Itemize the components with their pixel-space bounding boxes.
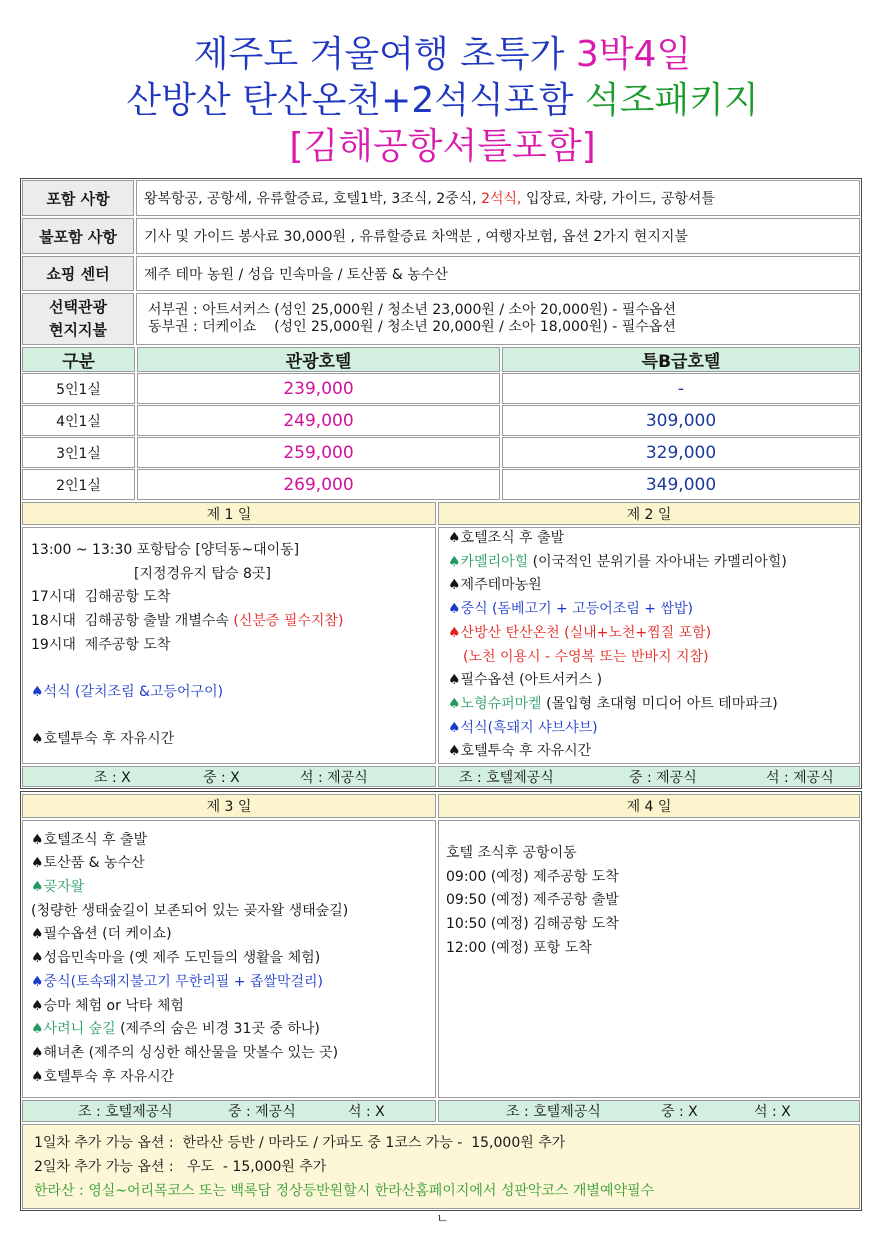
meal-dinner: 석 : 제공식 bbox=[766, 769, 834, 786]
meal-dinner: 석 : 제공식 bbox=[300, 769, 368, 786]
itinerary-line: 09:50 (예정) 제주공항 출발 bbox=[446, 892, 619, 909]
itinerary-attraction: ♠노형슈퍼마켙 bbox=[448, 695, 542, 712]
itinerary-attraction: ♠사려니 숲길 bbox=[31, 1021, 116, 1038]
excluded-value: 기사 및 가이드 봉사료 30,000원 , 유류할증료 차액분 , 여행자보험, 옵션 2가지 현지지불 bbox=[136, 218, 860, 254]
id-required-note: (신분증 필수지참) bbox=[233, 612, 344, 629]
itinerary-line: 17시대 김해공항 도착 bbox=[31, 589, 171, 606]
day-1-meals bbox=[22, 766, 436, 787]
price-tourist-hotel: 249,000 bbox=[137, 405, 500, 436]
price-special-hotel: 309,000 bbox=[502, 405, 860, 436]
itinerary-line bbox=[448, 693, 859, 717]
itinerary-line: ♠호텔투숙 후 자유시간 bbox=[31, 1068, 175, 1085]
title-line-1 bbox=[0, 32, 885, 78]
included-text: 왕복항공, 공항세, 유류할증료, 호텔1박, 3조식, 2중식, bbox=[144, 191, 482, 207]
blank-line bbox=[31, 705, 435, 729]
note-day2-option: 2일차 추가 가능 옵션 : 우도 - 15,000원 추가 bbox=[34, 1159, 327, 1175]
meal-dinner: 석 : X bbox=[754, 1104, 791, 1120]
itinerary-line: ♠호텔투숙 후 자유시간 bbox=[31, 731, 175, 748]
itinerary-line: ♠제주테마농원 bbox=[448, 577, 542, 594]
meal-lunch: 중 : 제공식 bbox=[228, 1104, 296, 1120]
title-line-2 bbox=[0, 78, 885, 124]
day-4-meals bbox=[438, 1100, 860, 1122]
day-4-header: 제 4 일 bbox=[438, 794, 860, 818]
itinerary-attraction-desc: (제주의 숨은 비경 31곳 중 하나) bbox=[115, 1021, 320, 1038]
optional-tour-west: 서부권 : 아트서커스 (성인 25,000원 / 청소년 23,000원 / 소아 20,000원) - 필수옵션 bbox=[148, 302, 677, 318]
meal-lunch: 중 : X bbox=[661, 1104, 698, 1120]
itinerary-attraction-desc: (청량한 생태숲길이 보존되어 있는 곶자왈 생태숲길) bbox=[31, 902, 349, 919]
price-row-room: 5인1실 bbox=[22, 373, 135, 404]
meal-lunch: 중 : 제공식 bbox=[629, 769, 697, 786]
itinerary-line: [지정경유지 탑승 8곳] bbox=[134, 565, 271, 582]
itinerary-line: ♠성읍민속마을 (옛 제주 도민들의 생활을 체험) bbox=[31, 950, 321, 967]
optional-tours-label-line1: 선택관광 bbox=[49, 298, 107, 316]
itinerary-line-text: 18시대 김해공항 출발 개별수속 bbox=[31, 612, 234, 629]
itinerary-line: 12:00 (예정) 포항 도착 bbox=[446, 939, 592, 956]
shopping-value: 제주 테마 농원 / 성읍 민속마을 / 토산품 & 농수산 bbox=[136, 256, 860, 291]
itinerary-line: ♠필수옵션 (더 케이쇼) bbox=[31, 926, 172, 943]
included-value bbox=[136, 180, 860, 216]
itinerary-line bbox=[448, 551, 859, 575]
itinerary-line: ♠호텔조식 후 출발 bbox=[448, 530, 565, 547]
optional-tours-label-line2: 현지지불 bbox=[49, 321, 107, 339]
price-row-room: 4인1실 bbox=[22, 405, 135, 436]
title-package-type: 석조패키지 bbox=[584, 80, 759, 121]
itinerary-line bbox=[31, 610, 435, 634]
price-header-special-hotel: 특B급호텔 bbox=[502, 347, 860, 372]
itinerary-line: ♠승마 체험 or 낙타 체험 bbox=[31, 997, 184, 1014]
itinerary-line: 10:50 (예정) 김해공항 도착 bbox=[446, 916, 619, 933]
included-text-rest: 입장료, 차량, 가이드, 공항셔틀 bbox=[521, 191, 715, 207]
day-1-itinerary bbox=[22, 527, 436, 764]
shopping-label: 쇼핑 센터 bbox=[22, 256, 134, 291]
page-marker: ㄴ bbox=[436, 1212, 449, 1227]
itinerary-line: ♠해녀촌 (제주의 싱싱한 해산물을 맛볼수 있는 곳) bbox=[31, 1044, 339, 1061]
title-trip-name: 제주도 겨울여행 초특가 bbox=[193, 34, 576, 75]
optional-tour-east: 동부권 : 더케이쇼 (성인 25,000원 / 청소년 20,000원 / 소아 18,000원) - 필수옵션 bbox=[148, 319, 676, 335]
itinerary-line-meal: ♠중식(토속돼지불고기 무한리필 + 좁쌀막걸리) bbox=[31, 973, 323, 990]
title-duration: 3박4일 bbox=[575, 34, 692, 75]
itinerary-attraction-desc: (몰입형 초대형 미디어 아트 테마파크) bbox=[541, 695, 778, 712]
itinerary-line: 호텔 조식후 공항이동 bbox=[446, 845, 577, 861]
itinerary-line: 13:00 ~ 13:30 포항탑승 [양덕동~대이동] bbox=[31, 541, 300, 558]
day-3-meals bbox=[22, 1100, 436, 1122]
itinerary-line: ♠필수옵션 (아트서커스 ) bbox=[448, 672, 603, 689]
title-shuttle-note: [김해공항셔틀포함] bbox=[289, 126, 596, 167]
itinerary-line-meal: ♠중식 (돔베고기 + 고등어조림 + 쌈밥) bbox=[448, 601, 693, 618]
day-2-meals bbox=[438, 766, 860, 787]
itinerary-attraction: ♠곶자왈 bbox=[31, 879, 85, 896]
price-special-hotel: - bbox=[502, 373, 860, 404]
day-1-header: 제 1 일 bbox=[22, 502, 436, 525]
itinerary-attraction: ♠카멜리아힐 bbox=[448, 553, 529, 570]
itinerary-line: ♠호텔투숙 후 자유시간 bbox=[448, 743, 592, 760]
included-label: 포함 사항 bbox=[22, 180, 134, 216]
itinerary-line bbox=[31, 1018, 435, 1042]
note-hallasan: 한라산 : 영실~어리목코스 또는 백록담 정상등반원할시 한라산홈페이지에서 성판악코스 개별예약필수 bbox=[34, 1183, 655, 1199]
note-day1-option: 1일차 추가 가능 옵션 : 한라산 등반 / 마라도 / 가파도 중 1코스 가능 - 15,000원 추가 bbox=[34, 1135, 566, 1151]
day-3-itinerary bbox=[22, 820, 436, 1098]
itinerary-line-meal: ♠석식 (갈치조림 &고등어구이) bbox=[31, 684, 224, 701]
price-special-hotel: 329,000 bbox=[502, 437, 860, 468]
itinerary-line: ♠토산품 & 농수산 bbox=[31, 855, 145, 872]
itinerary-line: 09:00 (예정) 제주공항 도착 bbox=[446, 868, 619, 885]
day-4-itinerary bbox=[438, 820, 860, 1098]
excluded-label: 불포함 사항 bbox=[22, 218, 134, 254]
price-tourist-hotel: 239,000 bbox=[137, 373, 500, 404]
meal-breakfast: 조 : 호텔제공식 bbox=[78, 1104, 173, 1120]
itinerary-line-meal: ♠석식(흑돼지 샤브샤브) bbox=[448, 719, 598, 736]
price-row-room: 3인1실 bbox=[22, 437, 135, 468]
price-tourist-hotel: 259,000 bbox=[137, 437, 500, 468]
day-2-header: 제 2 일 bbox=[438, 502, 860, 525]
price-special-hotel: 349,000 bbox=[502, 469, 860, 500]
itinerary-line-hot-spring: ♠산방산 탄산온천 (실내+노천+찜질 포함) bbox=[448, 624, 712, 641]
meal-lunch: 중 : X bbox=[203, 769, 240, 786]
meal-breakfast: 조 : 호텔제공식 bbox=[506, 1104, 601, 1120]
title-highlights: 산방산 탄산온천+2석식포함 bbox=[126, 80, 585, 121]
meal-breakfast: 조 : 호텔제공식 bbox=[459, 769, 554, 786]
meal-dinner: 석 : X bbox=[348, 1104, 385, 1120]
included-dinner-highlight: 2석식, bbox=[481, 191, 522, 207]
itinerary-line: ♠호텔조식 후 출발 bbox=[31, 831, 148, 848]
meal-breakfast: 조 : X bbox=[94, 769, 131, 786]
day-3-header: 제 3 일 bbox=[22, 794, 436, 818]
price-tourist-hotel: 269,000 bbox=[137, 469, 500, 500]
optional-tours-label bbox=[22, 293, 134, 345]
price-header-tourist-hotel: 관광호텔 bbox=[137, 347, 500, 372]
optional-tours-value bbox=[136, 293, 860, 345]
itinerary-attraction-desc: (이국적인 분위기를 자아내는 카멜리아힐) bbox=[528, 553, 787, 570]
blank-line bbox=[31, 657, 435, 681]
price-row-room: 2인1실 bbox=[22, 469, 135, 500]
itinerary-line: 19시대 제주공항 도착 bbox=[31, 636, 171, 653]
itinerary-line-hot-spring-note: (노천 이용시 - 수영복 또는 반바지 지참) bbox=[463, 648, 709, 665]
extra-options-notes bbox=[22, 1124, 860, 1209]
price-header-room: 구분 bbox=[22, 347, 135, 372]
day-2-itinerary bbox=[438, 527, 860, 764]
